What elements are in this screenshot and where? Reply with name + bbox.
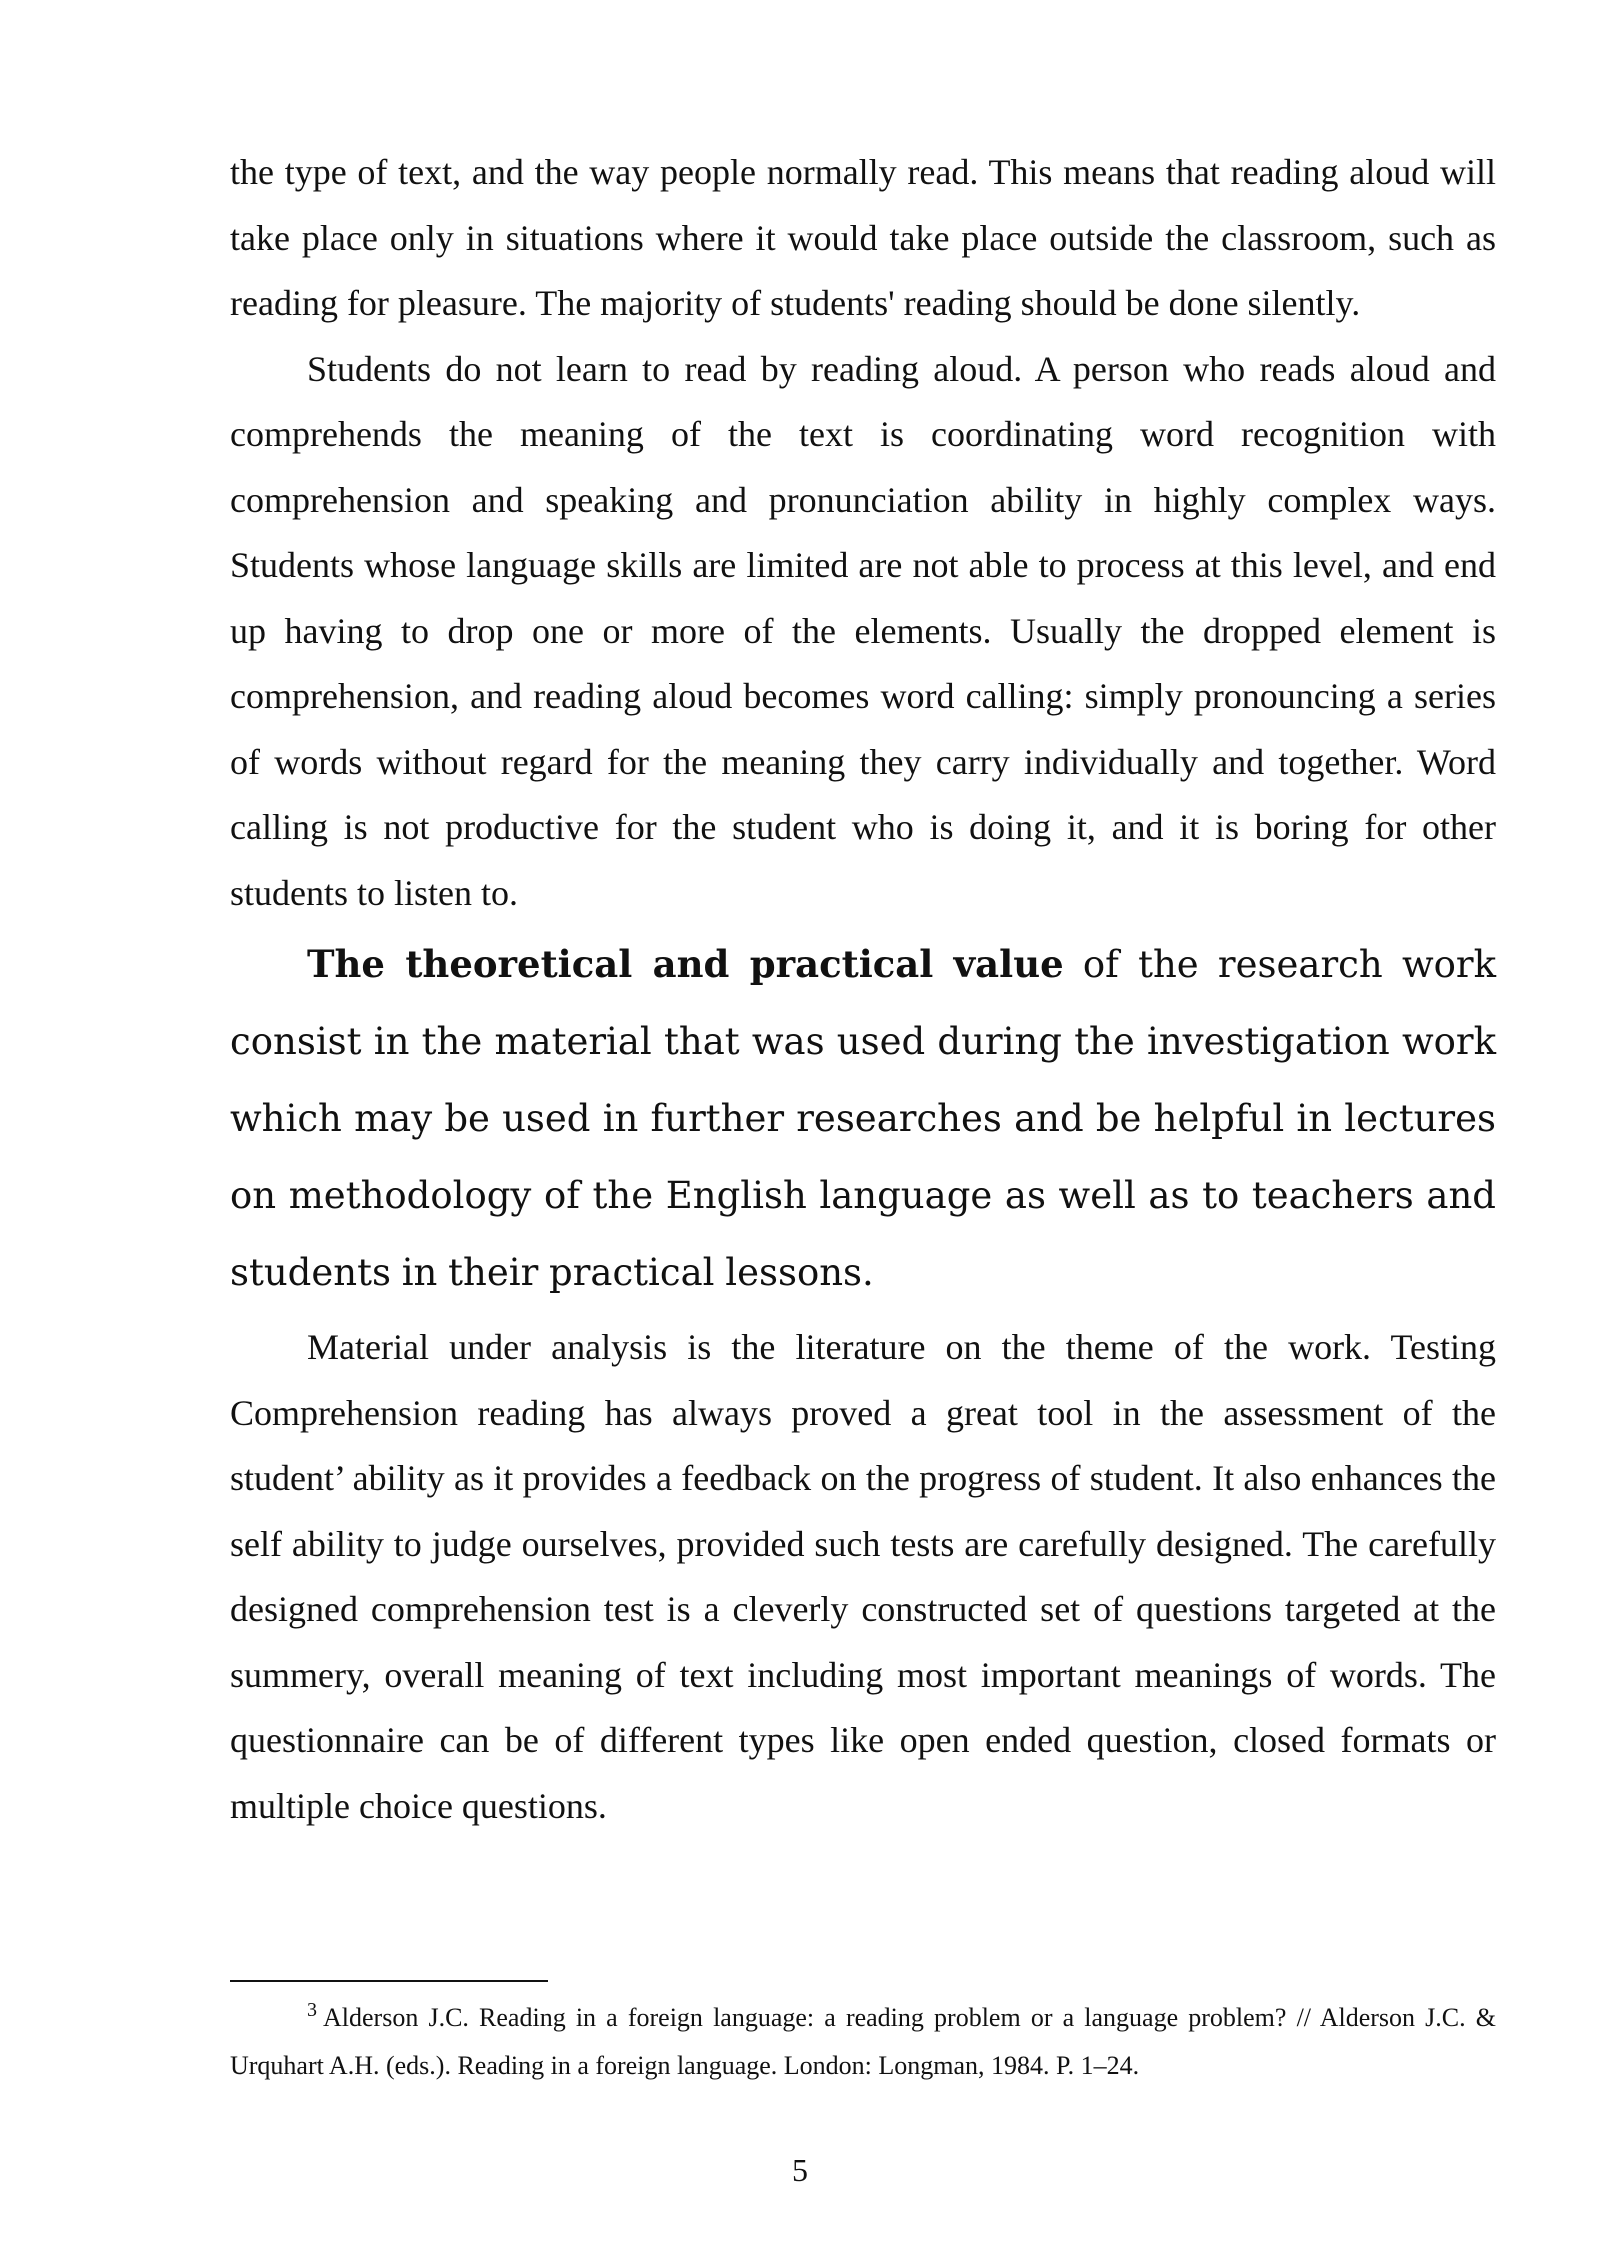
paragraph-word-calling: Students do not learn to read by reading aloud. A person who reads aloud and comprehends the meaning of the text is coordinating word recognition with comprehension and speaking and pronunciation ability in highly complex ways. Students whose language skills are limited are not able to process at this level, and end up having to drop one or more of the elements. Usually the dropped element is comprehension, and reading aloud becomes word calling: simply pronouncing a series of words without regard for the meaning they carry individually and together. Word calling is not productive for the student who is doing it, and it is boring for other students to listen to. xyxy=(230,348,1496,913)
paragraph-value-rest: of the research work consist in the material that was used during the investigation work which may be used in further researches and be helpful in lectures on methodology of the English language as well as to teachers and students in their practical lessons. xyxy=(230,943,1496,1294)
footnote xyxy=(230,1994,1496,2090)
footnote-separator xyxy=(230,1980,548,1982)
page-number: 5 xyxy=(792,2152,808,2188)
paragraph-reading-aloud-situations: the type of text, and the way people normally read. This means that reading aloud will take place only in situations where it would take place outside the classroom, such as reading for pleasure. The majority of students' reading should be done silently. xyxy=(230,152,1496,323)
footnote-marker: 3 xyxy=(307,1999,317,2022)
paragraph-lead-bold: The theoretical and practical value xyxy=(307,942,1064,986)
document-page xyxy=(230,140,1496,1839)
footnote-text: Alderson J.C. Reading in a foreign language: a reading problem or a language problem? // Alderson J.C. & Urquhart A.H. (eds.). Reading in a foreign language. London: Longman, 1984. P. 1–24. xyxy=(230,2003,1496,2080)
paragraph-theoretical-practical-value xyxy=(230,926,1496,1311)
paragraph-material-under-analysis: Material under analysis is the literature on the theme of the work. Testing Comprehension reading has always proved a great tool in the assessment of the student’ ability as it provides a feedback on the progress of student. It also enhances the self ability to judge ourselves, provided such tests are carefully designed. The carefully designed comprehension test is a cleverly constructed set of questions targeted at the summery, overall meaning of text including most important meanings of words. The questionnaire can be of different types like open ended question, closed formats or multiple choice questions. xyxy=(230,1327,1496,1826)
